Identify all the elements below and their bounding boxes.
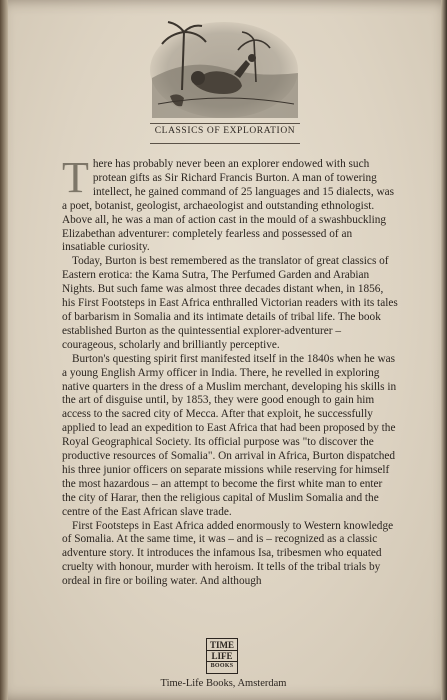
- blurb-text: [62, 153, 398, 589]
- cover-right-edge: [441, 0, 447, 700]
- publisher-name: Time-Life Books, Amsterdam: [160, 678, 287, 689]
- title-rule-bottom: [150, 143, 300, 144]
- paragraph-4: First Footsteps in East Africa added enormously to Western knowledge of Somalia. At the same time, it was – and is – recognized as a classic adventure story. It introduces the infamous Isa, tribesmen who equated cruelty with honour, murder with heroism. It tells of the tribal trials by ordeal in fire or boiling water. And although: [62, 519, 394, 588]
- time-life-logo: TIME LIFE BOOKS: [206, 638, 238, 674]
- paragraph-3: Burton's questing spirit first manifested itself in the 1840s when he was a young English Army officer in India. There, he revelled in exploring native quarters in the dress of a Muslim merchant, developing his skills in the art of disguise until, by 1853, they were good enough to gain him access to the sacred city of Mecca. After that exploit, he successfully applied to lead an expedition to East Africa that had been proposed by the Royal Geographical Society. Its official purpose was "to discover the productive resources of Somalia". On arrival in Africa, Burton dispatched his three junior officers on separate missions while reserving for himself the most hazardous – an attempt to become the first white man to enter the city of Harar, then the religious capital of Muslim Somalia and the centre of the East African slave trade.: [62, 352, 397, 518]
- drop-cap: T: [62, 153, 89, 202]
- title-rule-top: [150, 123, 300, 124]
- cover-left-edge: [0, 0, 8, 700]
- series-title: CLASSICS OF EXPLORATION: [154, 126, 296, 136]
- paragraph-1: There has probably never been an explorer endowed with such protean gifts as Sir Richard Francis Burton. A man of towering intellect, he gained command of 25 languages and 15 dialects, was a poet, botanist, geologist, archaeologist and outstanding ethnologist. Above all, he was a man of action cast in the mould of a swashbuckling Elizabethan adventurer: completely fearless and possessed of an insatiable curiosity.: [62, 153, 395, 254]
- paragraph-2: Today, Burton is best remembered as the translator of great classics of Eastern erotica: the Kama Sutra, The Perfumed Garden and Arabian Nights. But such fame was almost three decades distant when, in 1856, his First Footsteps in East Africa enthralled Victorian readers with its tales of barbarism in Somalia and its intimate details of tribal life. The book established Burton as the quintessential explorer-adventurer – courageous, scholarly and brilliantly perceptive.: [62, 255, 398, 351]
- lion-hunt-engraving: [148, 18, 300, 120]
